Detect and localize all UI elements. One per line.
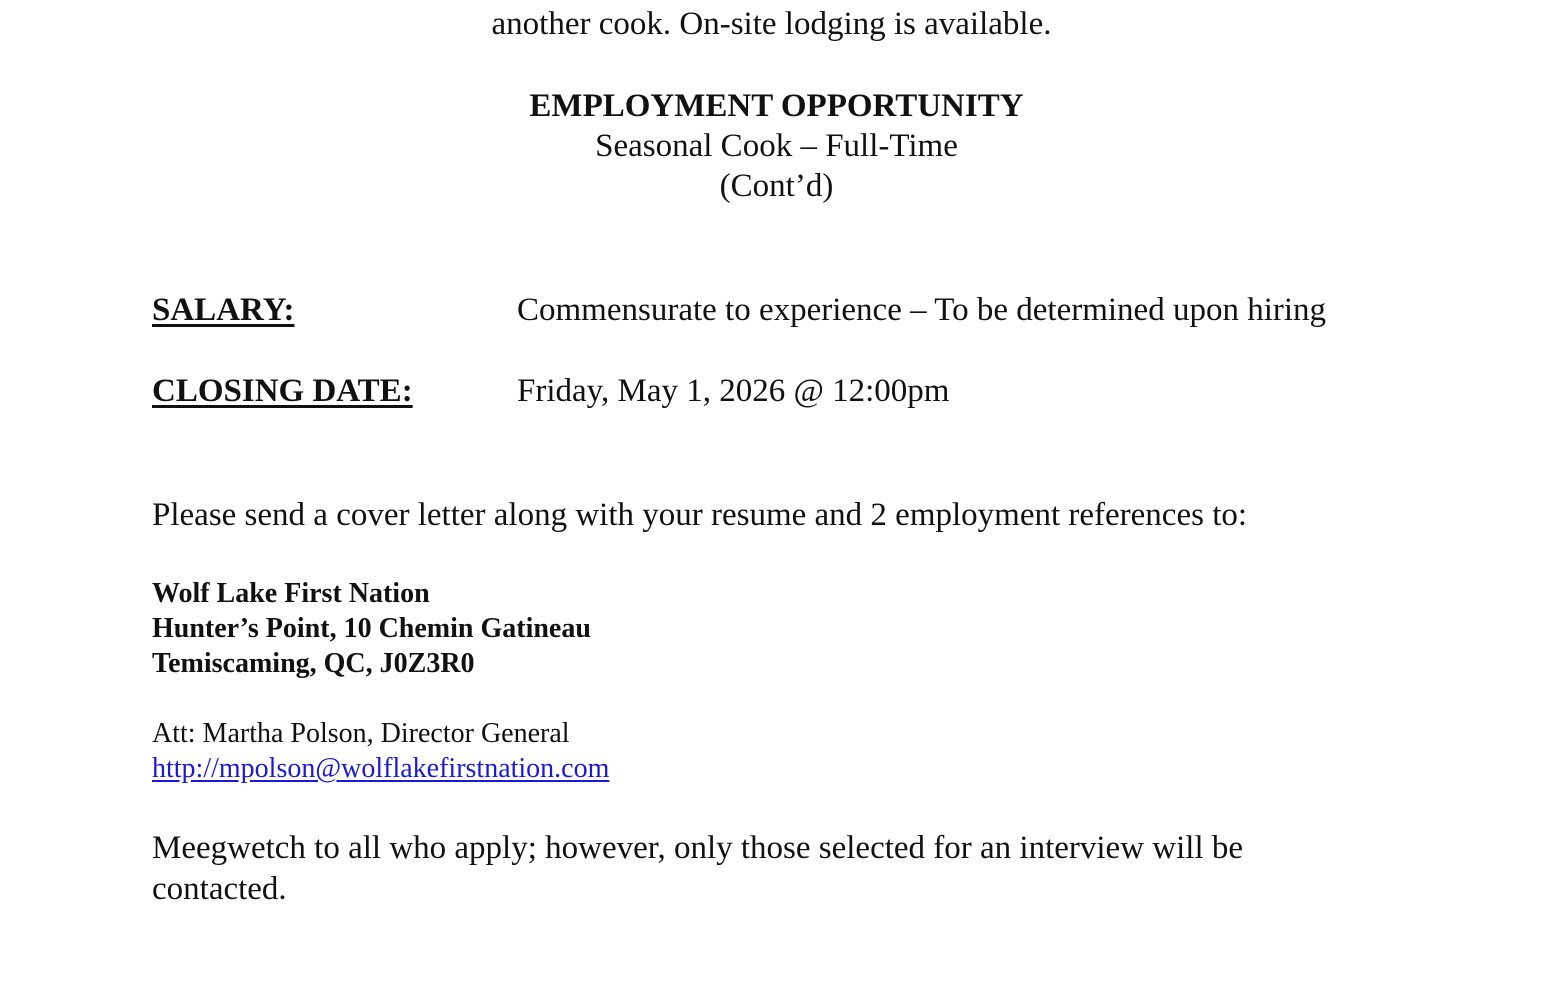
salary-value: Commensurate to experience – To be determined upon hiring bbox=[517, 292, 1327, 328]
address-line-city: Temiscaming, QC, J0Z3R0 bbox=[152, 648, 475, 679]
salary-row bbox=[152, 290, 1326, 330]
contact-email-link[interactable]: http://mpolson@wolflakefirstnation.com bbox=[152, 753, 610, 784]
continued-label: (Cont’d) bbox=[719, 168, 834, 204]
closing-date-row bbox=[152, 371, 949, 411]
salary-label: SALARY: bbox=[152, 292, 295, 328]
mailing-address bbox=[152, 576, 591, 681]
intro-tail-text: another cook. On-site lodging is available. bbox=[491, 6, 1052, 42]
contact-block bbox=[152, 716, 609, 786]
closing-note: Meegwetch to all who apply; however, only those selected for an interview will be contacted. bbox=[152, 830, 1244, 907]
application-instruction: Please send a cover letter along with your resume and 2 employment references to: bbox=[152, 497, 1248, 533]
address-line-organization: Wolf Lake First Nation bbox=[152, 578, 430, 609]
job-heading bbox=[0, 86, 1553, 206]
heading-title: EMPLOYMENT OPPORTUNITY bbox=[529, 88, 1024, 124]
closing-date-label: CLOSING DATE: bbox=[152, 373, 413, 409]
position-title: Seasonal Cook – Full-Time bbox=[595, 128, 958, 164]
address-line-street: Hunter’s Point, 10 Chemin Gatineau bbox=[152, 613, 591, 644]
attention-line: Att: Martha Polson, Director General bbox=[152, 718, 570, 749]
closing-date-value: Friday, May 1, 2026 @ 12:00pm bbox=[517, 373, 950, 409]
